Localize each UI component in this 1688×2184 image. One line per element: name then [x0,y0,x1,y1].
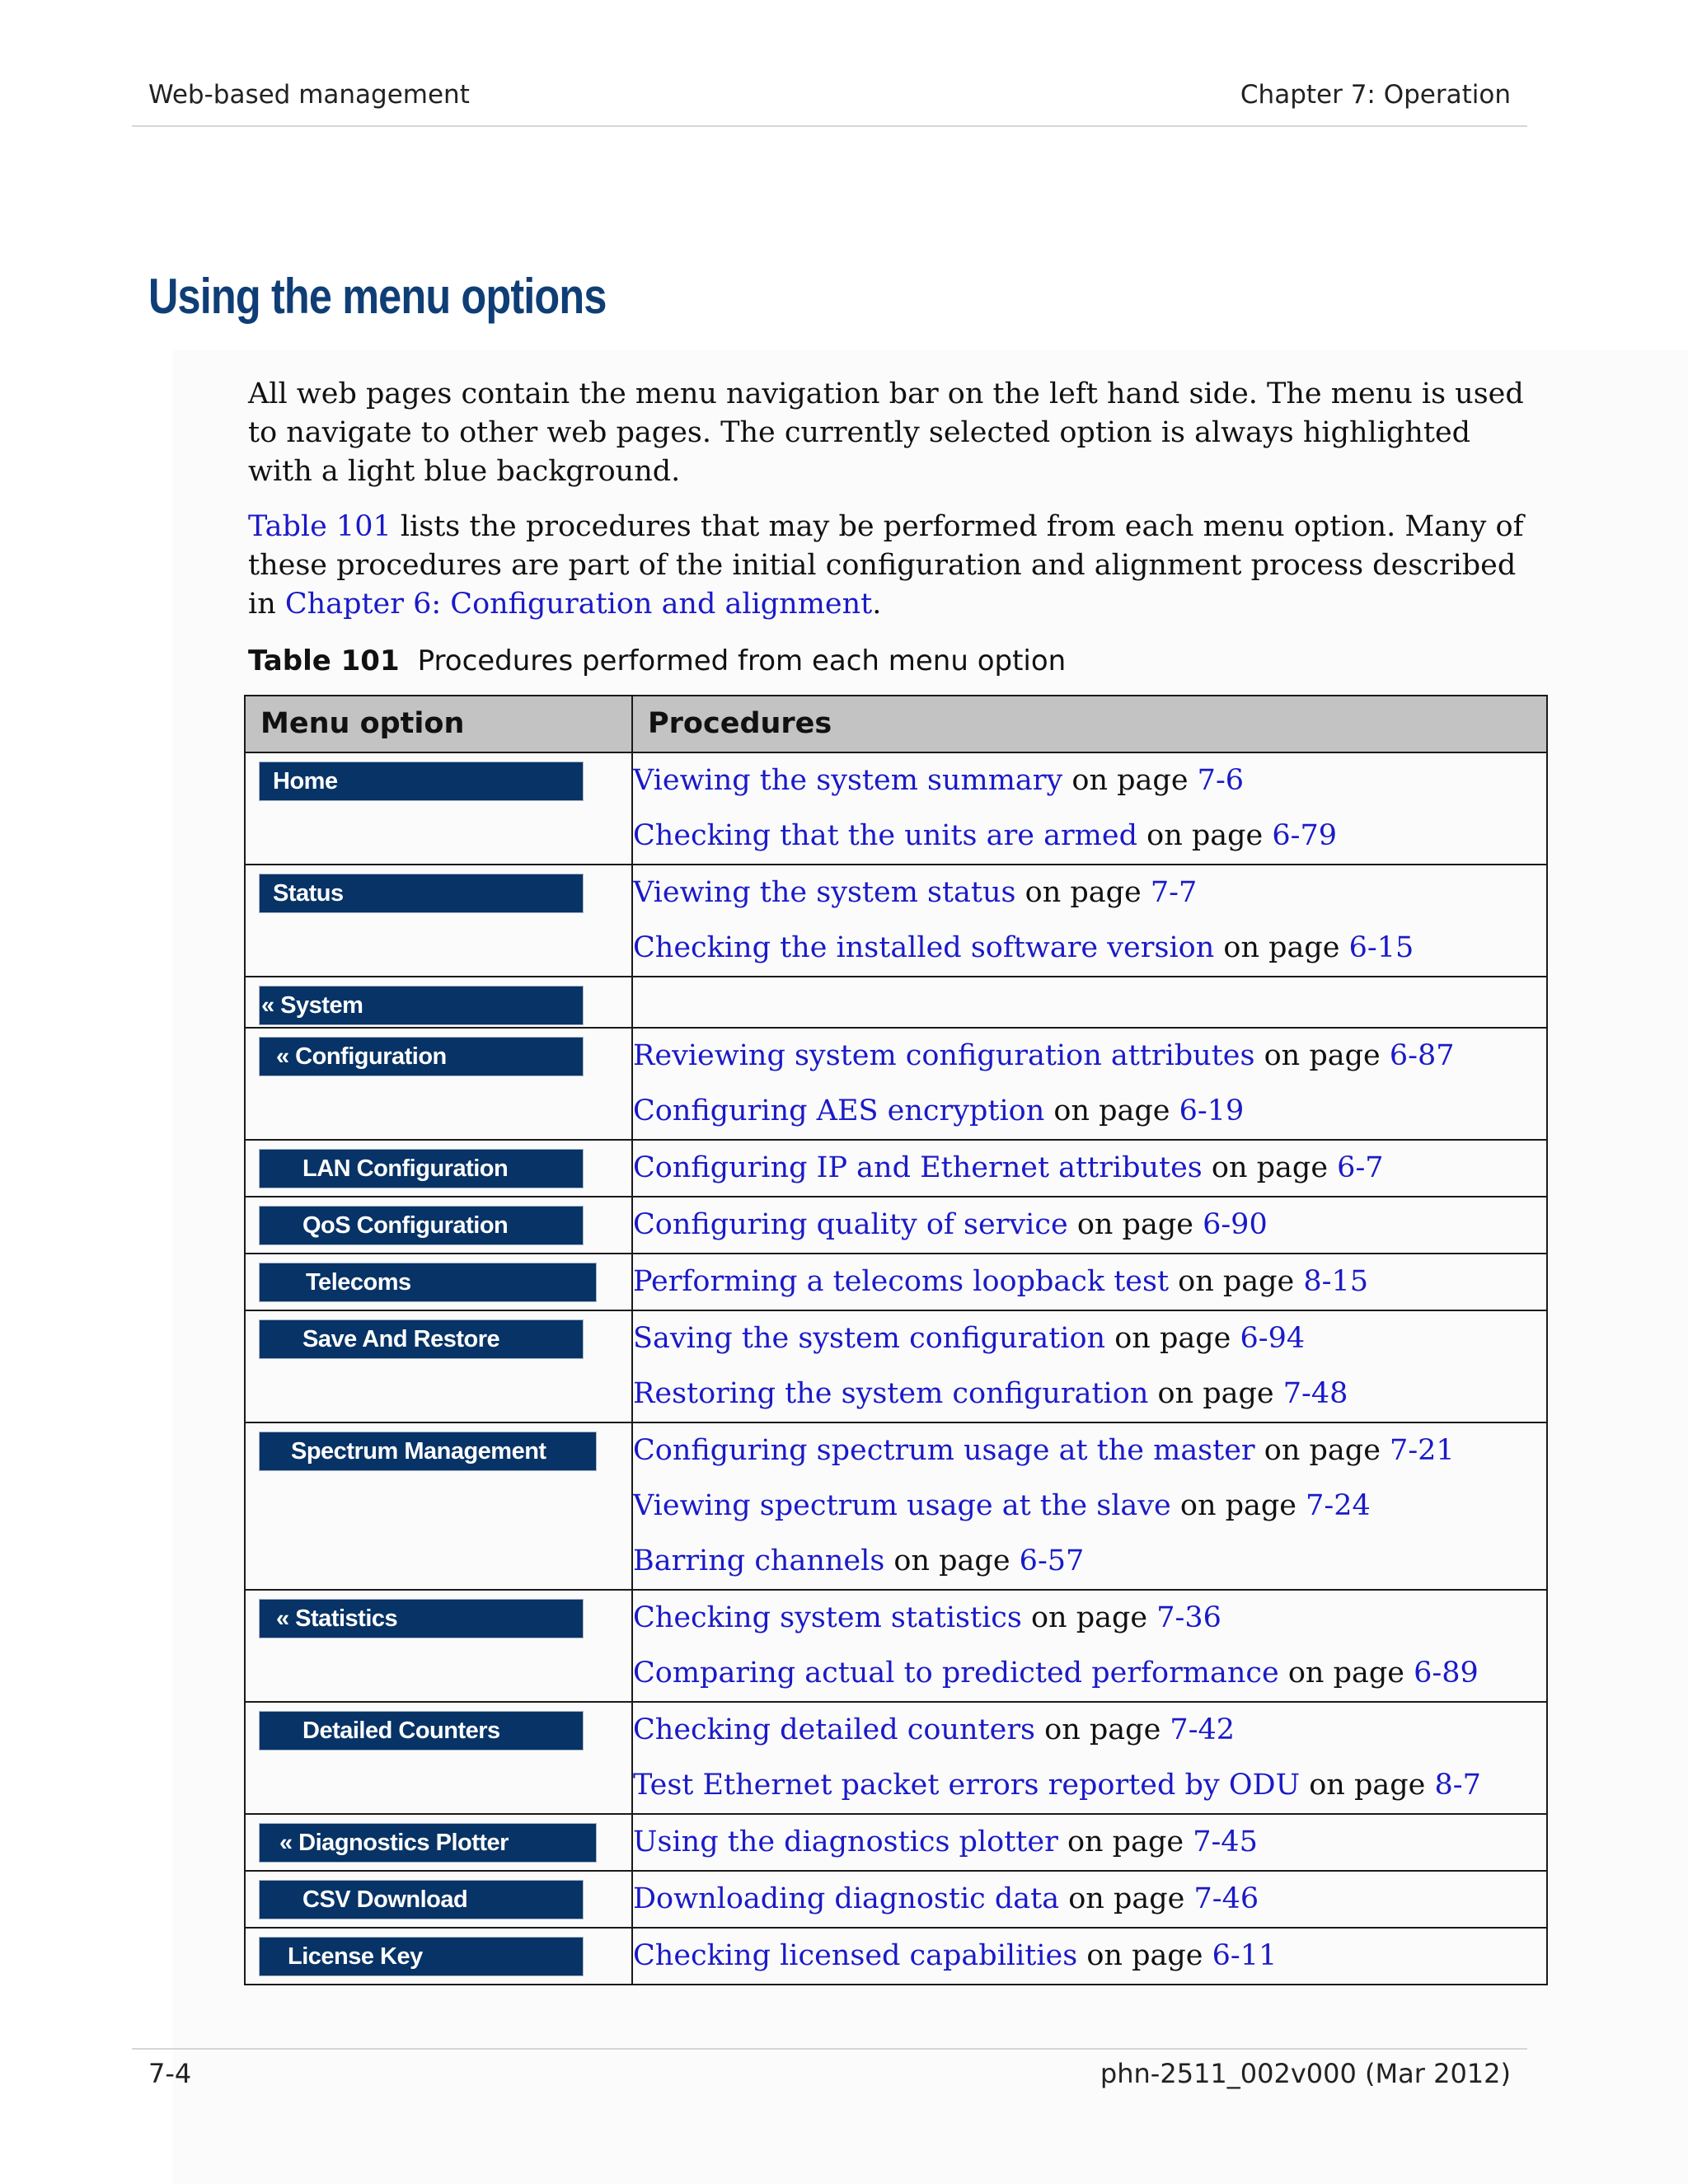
procedure-item [633,1084,1546,1139]
procedure-item [633,1872,1546,1927]
table-body [245,752,1547,1985]
page-reference-link[interactable]: 7-36 [1156,1601,1221,1634]
procedures-cell [632,865,1547,977]
page-reference-link[interactable]: 6-94 [1240,1322,1306,1355]
menu-option-button[interactable]: Telecoms [259,1263,597,1302]
procedure-item [633,1758,1546,1813]
on-page-text: on page [1148,1377,1283,1410]
header-menu-option: Menu option [245,696,632,752]
procedures-cell [632,1140,1547,1197]
procedure-link[interactable]: Reviewing system configuration attributes [633,1039,1255,1072]
procedure-item [633,753,1546,808]
procedure-item [633,1479,1546,1534]
table-row [245,1028,1547,1140]
procedures-cell [632,1928,1547,1985]
menu-option-cell [245,1590,632,1702]
table-caption-text: Procedures performed from each menu option [417,644,1067,677]
menu-option-button[interactable]: LAN Configuration [259,1149,584,1188]
procedures-cell [632,1028,1547,1140]
menu-option-cell [245,1928,632,1985]
on-page-text: on page [1057,1825,1193,1858]
table-row [245,1197,1547,1254]
on-page-text: on page [1137,819,1273,852]
procedure-item [633,1646,1546,1701]
header-chapter-title: Chapter 7: Operation [1240,80,1511,110]
on-page-text: on page [1278,1657,1414,1690]
on-page-text: on page [1062,764,1198,797]
on-page-text: on page [1015,876,1151,909]
table-caption [248,644,1066,677]
page-reference-link[interactable]: 7-21 [1390,1434,1455,1467]
table-row [245,977,1547,1028]
chapter-6-link[interactable]: Chapter 6: Configuration and alignment [284,588,873,621]
procedure-item [633,1423,1546,1479]
page-reference-link[interactable]: 7-42 [1170,1713,1236,1746]
menu-option-button[interactable]: Detailed Counters [259,1711,584,1750]
table-row [245,1702,1547,1814]
page-reference-link[interactable]: 7-6 [1197,764,1245,797]
procedure-link[interactable]: Checking licensed capabilities [633,1939,1078,1972]
table-row [245,1590,1547,1702]
procedure-link[interactable]: Checking detailed counters [633,1713,1036,1746]
menu-option-cell [245,1028,632,1140]
procedure-item [633,1703,1546,1758]
page-reference-link[interactable]: 8-7 [1434,1769,1481,1802]
on-page-text: on page [1300,1769,1435,1802]
table-row [245,1140,1547,1197]
procedure-link[interactable]: Checking the installed software version [633,931,1215,964]
footer-divider [132,2048,1527,2050]
page-reference-link[interactable]: 6-79 [1272,819,1338,852]
on-page-text: on page [1254,1039,1390,1072]
menu-option-cell [245,977,632,1028]
page-reference-link[interactable]: 6-7 [1337,1151,1384,1184]
procedure-item [633,921,1546,976]
menu-option-cell [245,1140,632,1197]
page-reference-link[interactable]: 7-46 [1193,1882,1259,1915]
page-reference-link[interactable]: 8-15 [1303,1265,1369,1298]
procedures-cell [632,1590,1547,1702]
table-row [245,865,1547,977]
menu-option-cell [245,1814,632,1871]
procedure-link[interactable]: Comparing actual to predicted performance [633,1657,1279,1690]
on-page-text: on page [1021,1601,1157,1634]
procedure-item [633,1141,1546,1196]
procedure-link[interactable]: Viewing the system summary [633,764,1063,797]
menu-option-cell [245,865,632,977]
procedure-link[interactable]: Checking system statistics [633,1601,1022,1634]
intro-paragraph-1: All web pages contain the menu navigation bar on the left hand side. The menu is used to navigate to other web pages. The currently selected option is always highlighted with a light blue background. [248,377,1524,488]
menu-option-button[interactable]: Spectrum Management [259,1432,597,1471]
table-row [245,1814,1547,1871]
procedures-cell [632,1310,1547,1422]
on-page-text: on page [1044,1094,1179,1127]
menu-option-cell [245,1197,632,1254]
on-page-text: on page [1202,1151,1338,1184]
on-page-text: on page [1067,1208,1203,1241]
table-caption-label: Table 101 [248,644,400,677]
procedure-link[interactable]: Configuring quality of service [633,1208,1068,1241]
on-page-text: on page [1059,1882,1194,1915]
procedure-item [633,1929,1546,1984]
procedure-link[interactable]: Barring channels [633,1544,885,1577]
menu-option-cell [245,1254,632,1310]
procedure-item [633,1197,1546,1253]
intro-paragraph-2-end: . [872,588,882,621]
menu-option-cell [245,1310,632,1422]
procedure-link[interactable]: Viewing spectrum usage at the slave [633,1489,1171,1522]
procedure-item [633,1254,1546,1310]
menu-option-cell [245,1871,632,1928]
procedure-link[interactable]: Configuring IP and Ethernet attributes [633,1151,1203,1184]
page-reference-link[interactable]: 7-45 [1193,1825,1258,1858]
intro-paragraph-2-text: lists the procedures that may be performed from each menu option. Many of these procedures are part of the initial configuration and alignment process described in [248,510,1524,621]
menu-option-cell [245,752,632,865]
table-row [245,1422,1547,1590]
procedure-link[interactable]: Viewing the system status [633,876,1016,909]
table-header-row [245,696,1547,752]
header-section-title: Web-based management [148,80,470,110]
menu-option-button[interactable]: Save And Restore [259,1319,584,1359]
procedures-cell [632,1814,1547,1871]
menu-procedures-table [244,695,1548,1985]
menu-option-button[interactable]: License Key [259,1937,584,1976]
on-page-text: on page [1077,1939,1212,1972]
procedure-item [633,1366,1546,1422]
page-reference-link[interactable]: 6-89 [1414,1657,1479,1690]
menu-option-button[interactable]: Home [259,762,584,801]
menu-option-button[interactable]: QoS Configuration [259,1206,584,1245]
page-reference-link[interactable]: 6-87 [1389,1039,1455,1072]
page-reference-link[interactable]: 7-48 [1282,1377,1348,1410]
menu-option-button[interactable]: « System [259,986,584,1025]
page-reference-link[interactable]: 7-7 [1150,876,1198,909]
on-page-text: on page [1035,1713,1170,1746]
procedure-link[interactable]: Performing a telecoms loopback test [633,1265,1170,1298]
table-row [245,1310,1547,1422]
procedure-item [633,1815,1546,1870]
menu-option-cell [245,1702,632,1814]
procedure-item [633,1534,1546,1589]
procedures-cell [632,1254,1547,1310]
table-row [245,1871,1547,1928]
page-reference-link[interactable]: 6-19 [1179,1094,1245,1127]
procedure-item [633,865,1546,921]
table-row [245,1928,1547,1985]
intro-paragraph-2 [248,508,1534,624]
procedures-cell [632,1702,1547,1814]
procedure-link[interactable]: Using the diagnostics plotter [633,1825,1058,1858]
procedures-cell [632,1197,1547,1254]
menu-option-button[interactable]: « Statistics [259,1599,584,1638]
procedure-link[interactable]: Restoring the system configuration [633,1377,1149,1410]
page-title: Using the menu options [148,269,607,324]
procedures-cell [632,1871,1547,1928]
page-reference-link[interactable]: 6-90 [1203,1208,1268,1241]
document-id: phn-2511_002v000 (Mar 2012) [1100,2058,1511,2089]
on-page-text: on page [1105,1322,1240,1355]
header-procedures: Procedures [632,696,1547,752]
procedure-link[interactable]: Configuring AES encryption [633,1094,1045,1127]
page-reference-link[interactable]: 6-11 [1212,1939,1278,1972]
on-page-text: on page [884,1544,1020,1577]
on-page-text: on page [1169,1265,1304,1298]
table-row [245,752,1547,865]
procedures-cell [632,752,1547,865]
page-reference-link[interactable]: 7-24 [1306,1489,1371,1522]
menu-option-button[interactable]: « Diagnostics Plotter [259,1823,597,1863]
menu-option-cell [245,1422,632,1590]
menu-option-button[interactable]: CSV Download [259,1880,584,1919]
menu-option-button[interactable]: « Configuration [259,1037,584,1076]
table-101-link[interactable]: Table 101 [248,510,392,543]
menu-option-button[interactable]: Status [259,874,584,913]
procedures-cell [632,1422,1547,1590]
procedure-item [633,1029,1546,1084]
procedure-link[interactable]: Test Ethernet packet errors reported by ODU [633,1769,1301,1802]
procedure-link[interactable]: Configuring spectrum usage at the master [633,1434,1255,1467]
procedure-link[interactable]: Saving the system configuration [633,1322,1106,1355]
page-reference-link[interactable]: 6-57 [1019,1544,1085,1577]
on-page-text: on page [1254,1434,1390,1467]
procedure-item [633,1311,1546,1366]
procedures-cell [632,977,1547,1028]
on-page-text: on page [1170,1489,1306,1522]
header-divider [132,125,1527,127]
page-number: 7-4 [148,2058,192,2089]
page-reference-link[interactable]: 6-15 [1348,931,1414,964]
on-page-text: on page [1214,931,1349,964]
procedure-item [633,1591,1546,1646]
procedure-link[interactable]: Checking that the units are armed [633,819,1137,852]
procedure-item [633,808,1546,864]
procedure-link[interactable]: Downloading diagnostic data [633,1882,1060,1915]
table-row [245,1254,1547,1310]
